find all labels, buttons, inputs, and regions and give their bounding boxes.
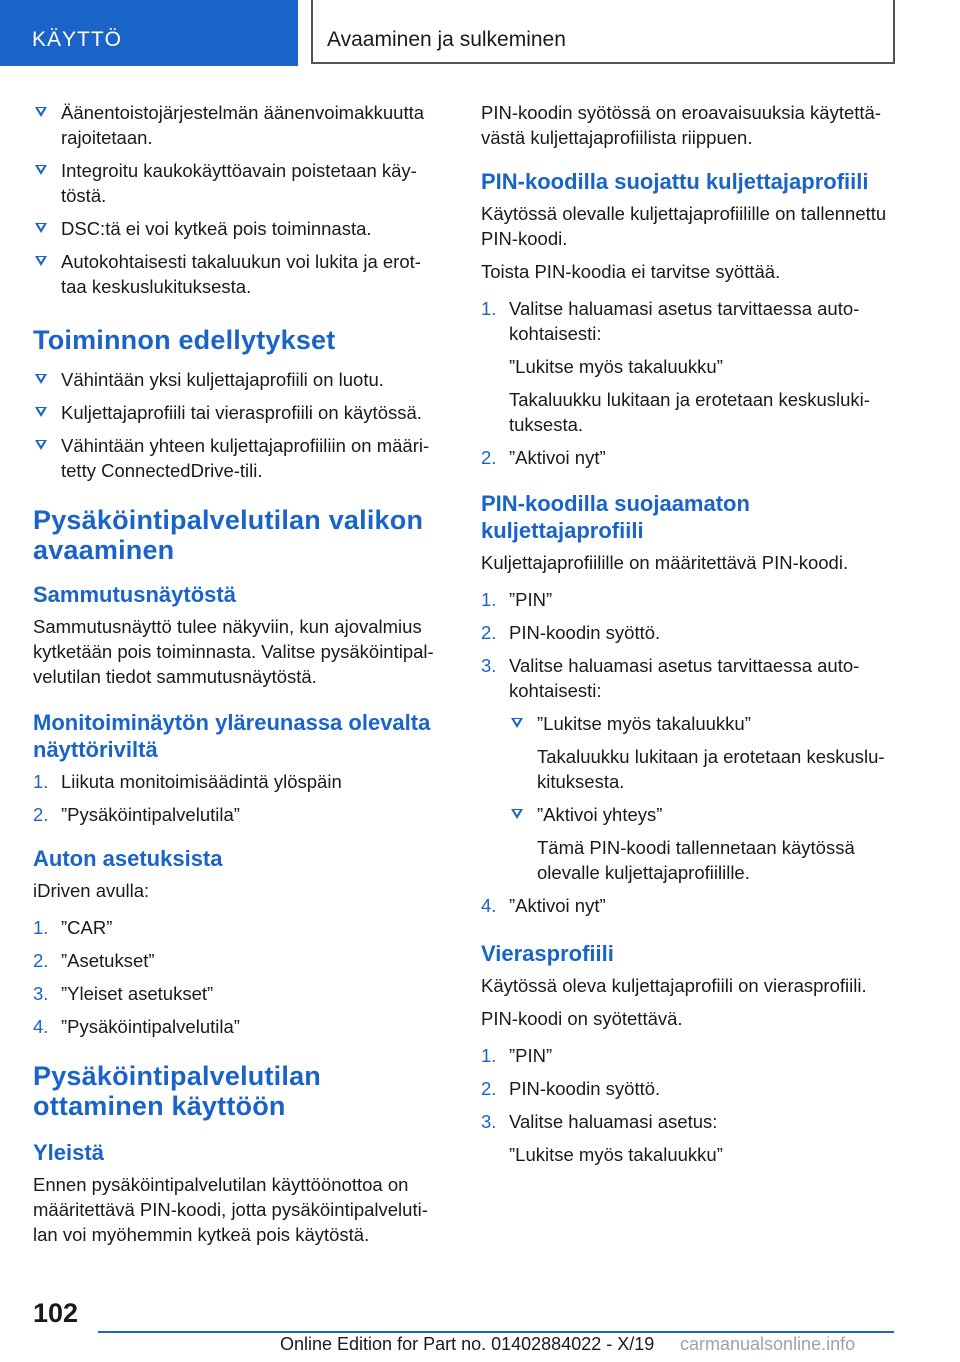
intro-bullet-list [33, 100, 443, 299]
heading-vehicle-settings: Auton asetuksista [33, 846, 223, 871]
left-column [33, 100, 443, 1255]
guest-text-1: Käytössä oleva kuljettajaprofiili on vierasprofiili. [481, 975, 867, 996]
unprotected-text: Kuljettajaprofiilille on määritettävä PIN-koodi. [481, 552, 849, 573]
heading-guest-profile: Vierasprofiili [481, 941, 614, 966]
list-item: 2. PIN-koodin syöttö. [481, 622, 661, 643]
section-tab: KÄYTTÖ [0, 0, 298, 66]
prereq-bullet-list [33, 367, 443, 483]
list-item: 3. Valitse haluamasi asetus: ”Lukitse myös takaluukku” [481, 1109, 901, 1167]
list-item: 1. Valitse haluamasi asetus tarvittaessa auto-kohtaisesti: ”Lukitse myös takaluukku” Takaluukku lukitaan ja erotetaan keskusluki-tuksesta. [481, 296, 901, 437]
list-item: 3. ”Yleiset asetukset” [33, 983, 214, 1004]
page-number: 102 [33, 1298, 79, 1328]
list-item: 2. PIN-koodin syöttö. [481, 1078, 661, 1099]
heading-open-menu: Pysäköintipalvelutilan valikon avaaminen [33, 505, 424, 565]
triangle-bullet-icon [35, 374, 47, 384]
heading-general: Yleistä [33, 1140, 104, 1165]
protected-text-2: Toista PIN-koodia ei tarvitse syöttää. [481, 261, 781, 282]
list-item: 4. ”Aktivoi nyt” [481, 895, 606, 916]
protected-steps [481, 296, 901, 470]
protected-text-1: Käytössä olevalle kuljettajaprofiilille on tallennettu PIN-koodi. [481, 203, 887, 249]
heading-unprotected-profile: PIN-koodilla suojaamaton kuljettajaprofiili [481, 491, 750, 543]
sub-text: ”Lukitse myös takaluukku” [509, 1144, 723, 1165]
list-item: 4. ”Pysäköintipalvelutila” [33, 1016, 240, 1037]
triangle-bullet-icon [35, 256, 47, 266]
list-item: 1. ”CAR” [33, 917, 113, 938]
list-item: 1. ”PIN” [481, 1045, 553, 1066]
unprotected-steps [481, 587, 901, 918]
sub-text: Takaluukku lukitaan ja erotetaan keskusluki-tuksesta. [509, 389, 870, 435]
list-item: 1. Liikuta monitoimisäädintä ylöspäin [33, 771, 342, 792]
triangle-bullet-icon [35, 223, 47, 233]
sub-text: Tämä PIN-koodi tallennetaan käytössä olevalle kuljettajaprofiilille. [537, 837, 855, 883]
list-item: 2. ”Asetukset” [33, 950, 155, 971]
general-text: Ennen pysäköintipalvelutilan käyttöönottoa on määritettävä PIN-koodi, jotta pysäköintipalveluti-lan voi myöhemmin kytkeä pois käytöstä. [33, 1174, 428, 1245]
list-item: Vähintään yksi kuljettajaprofiili on luotu. [33, 367, 443, 392]
settings-text: iDriven avulla: [33, 880, 150, 901]
shutdown-text: Sammutusnäyttö tulee näkyviin, kun ajovalmius kytketään pois toiminnasta. Valitse pysäköintipal-velutilan tiedot sammutusnäytöstä. [33, 616, 434, 687]
sub-text: ”Lukitse myös takaluukku” [509, 356, 723, 377]
heading-protected-profile: PIN-koodilla suojattu kuljettajaprofiili [481, 169, 869, 194]
footer-divider [98, 1331, 894, 1333]
sub-text: Takaluukku lukitaan ja erotetaan keskuslu-kituksesta. [537, 746, 885, 792]
list-item: 1. ”PIN” [481, 589, 553, 610]
triangle-bullet-icon [511, 718, 523, 728]
list-item: ”Aktivoi yhteys” Tämä PIN-koodi tallennetaan käytössä olevalle kuljettajaprofiilille. [509, 802, 901, 885]
heading-activate: Pysäköintipalvelutilan ottaminen käyttöön [33, 1061, 321, 1121]
list-item: Integroitu kaukokäyttöavain poistetaan käy-töstä. [33, 158, 443, 208]
list-item: 2. ”Pysäköintipalvelutila” [33, 804, 240, 825]
list-item: Autokohtaisesti takaluukun voi lukita ja erot-taa keskuslukituksesta. [33, 249, 443, 299]
triangle-bullet-icon [511, 809, 523, 819]
triangle-bullet-icon [35, 440, 47, 450]
statusbar-steps [33, 769, 443, 827]
right-column [481, 100, 901, 1175]
guest-steps [481, 1043, 901, 1167]
list-item: DSC:tä ei voi kytkeä pois toiminnasta. [33, 216, 443, 241]
list-item: ”Lukitse myös takaluukku” Takaluukku lukitaan ja erotetaan keskuslu-kituksesta. [509, 711, 901, 794]
guest-text-2: PIN-koodi on syötettävä. [481, 1008, 683, 1029]
edition-text: Online Edition for Part no. 01402884022 - X/19 [280, 1334, 655, 1354]
list-item: 3. Valitse haluamasi asetus tarvittaessa auto-kohtaisesti: ”Lukitse myös takaluukku” Takaluukku lukitaan ja erotetaan keskuslu-kituksesta. ”Aktivoi yhteys” Tämä PIN-koodi tallennetaan käytössä olevalle kuljettajaprofiilille. [481, 653, 901, 885]
list-item: Äänentoistojärjestelmän äänenvoimakkuutta rajoitetaan. [33, 100, 443, 150]
page-header [0, 0, 960, 66]
list-item: Vähintään yhteen kuljettajaprofiiliin on määri-tetty ConnectedDrive-tili. [33, 433, 443, 483]
list-item: 2. ”Aktivoi nyt” [481, 447, 606, 468]
nested-bullet-list [509, 711, 901, 885]
triangle-bullet-icon [35, 165, 47, 175]
watermark-text: carmanualsonline.info [680, 1334, 856, 1354]
heading-status-bar: Monitoiminäytön yläreunassa olevalta näyttöriviltä [33, 710, 431, 762]
triangle-bullet-icon [35, 407, 47, 417]
heading-prerequisites: Toiminnon edellytykset [33, 325, 336, 355]
settings-steps [33, 915, 443, 1039]
chapter-title: Avaaminen ja sulkeminen [311, 0, 895, 64]
triangle-bullet-icon [35, 107, 47, 117]
list-item: Kuljettajaprofiili tai vierasprofiili on käytössä. [33, 400, 443, 425]
heading-shutdown-screen: Sammutusnäytöstä [33, 582, 236, 607]
intro-text: PIN-koodin syötössä on eroavaisuuksia käytettä-västä kuljettajaprofiilista riippuen. [481, 102, 882, 148]
